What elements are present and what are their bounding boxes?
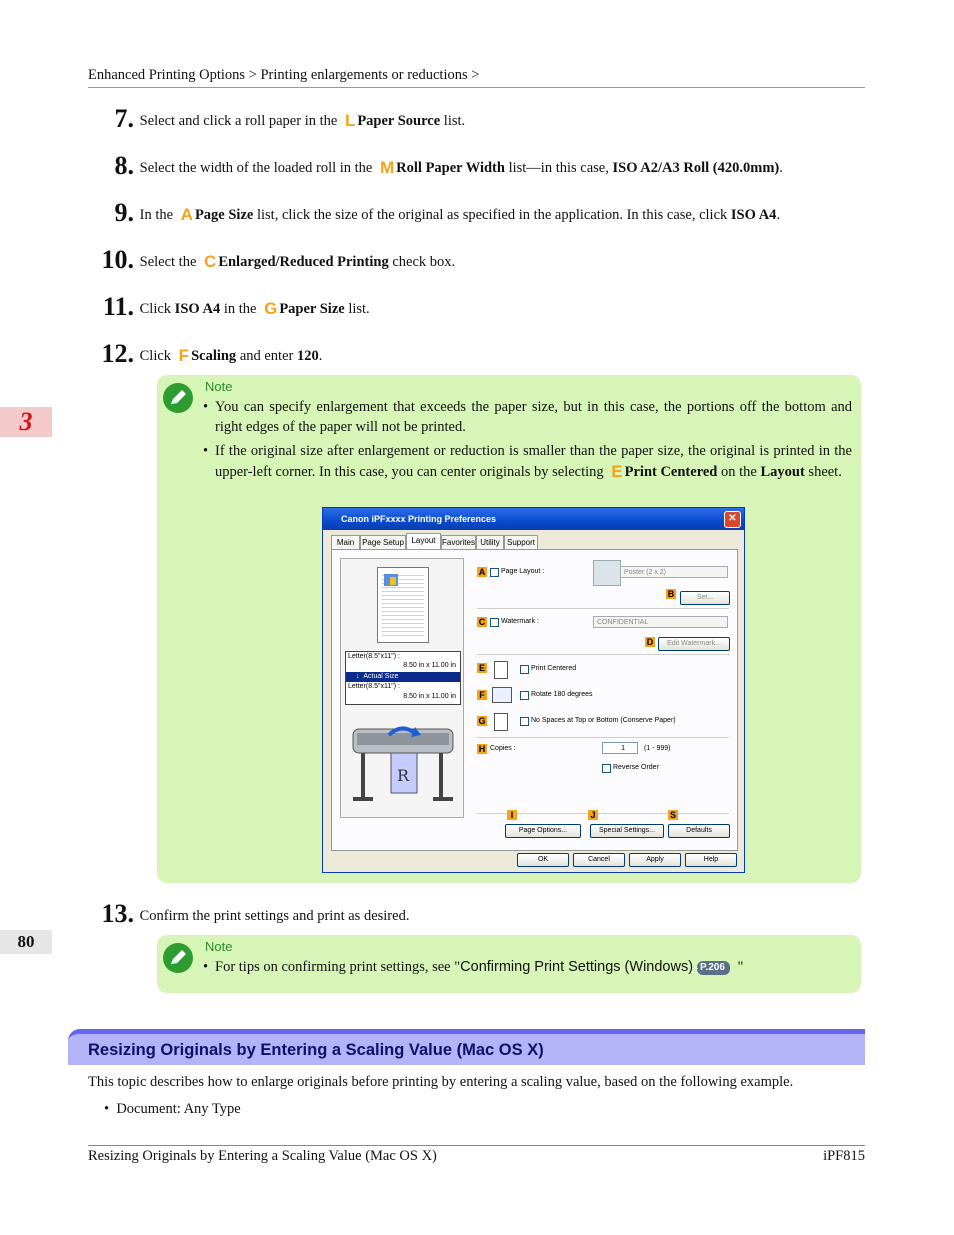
marker-h: H — [478, 744, 486, 754]
key-marker: G — [264, 299, 278, 318]
copies-label: Copies : — [490, 745, 516, 752]
key-marker: E — [611, 461, 623, 481]
no-spaces-label: No Spaces at Top or Bottom (Conserve Paper) — [531, 717, 676, 724]
edit-watermark-button[interactable]: Edit Watermark... — [658, 637, 730, 651]
watermark-select[interactable]: CONFIDENTIAL — [593, 616, 728, 628]
note-box — [157, 935, 861, 993]
footer — [88, 1145, 865, 1165]
note-item: • You can specify enlargement that exceeds the paper size, but in this case, the portions off the bottom and right edges of the paper will not be printed. — [203, 398, 852, 437]
defaults-button[interactable]: Defaults — [668, 824, 730, 838]
step-13: 13. Confirm the print settings and print as desired. — [88, 899, 409, 929]
no-spaces-checkbox[interactable] — [520, 717, 529, 726]
separator — [477, 608, 729, 609]
key-marker: A — [180, 205, 193, 224]
footer-model: iPF815 — [823, 1148, 865, 1164]
note-label: Note — [205, 939, 233, 954]
key-marker: C — [204, 252, 217, 271]
marker-d: D — [646, 637, 654, 647]
ok-button[interactable]: OK — [517, 853, 569, 867]
marker-i: I — [507, 810, 517, 820]
page-layout-checkbox[interactable] — [490, 568, 499, 577]
marker-b: B — [667, 589, 675, 599]
chapter-tab: 3 — [0, 407, 52, 437]
page-reference-badge[interactable]: →P.206 — [697, 961, 730, 975]
print-centered-checkbox[interactable] — [520, 665, 529, 674]
step-number: 8. — [114, 151, 134, 180]
rotate-180-checkbox[interactable] — [520, 691, 529, 700]
printing-preferences-dialog — [322, 507, 745, 873]
step-10: 10. Select the C Enlarged/Reduced Printing check box. — [88, 245, 455, 275]
separator — [477, 654, 729, 655]
note-item: • If the original size after enlargement or reduction is smaller than the paper size, the original is printed in the upper-left corner. In this case, you can center originals by selecting E Print Centered on the Layout sheet. — [203, 442, 852, 482]
step-number: 7. — [114, 104, 134, 133]
copies-range: (1 - 999) — [644, 745, 671, 752]
marker-f: F — [477, 690, 487, 700]
step-number: 12. — [101, 339, 134, 368]
step-number: 11. — [102, 292, 134, 321]
page-options-button[interactable]: Page Options... — [505, 824, 581, 838]
dialog-titlebar — [323, 508, 744, 530]
watermark-checkbox[interactable] — [490, 618, 499, 627]
step-9: 9. In the A Page Size list, click the size of the original as specified in the application. In this case, click ISO A4. — [88, 198, 780, 228]
key-marker: F — [178, 346, 190, 365]
marker-g: G — [478, 716, 486, 726]
print-centered-icon — [494, 661, 508, 679]
page-layout-label: Page Layout : — [501, 568, 545, 575]
section-title: Resizing Originals by Entering a Scaling Value (Mac OS X) — [88, 1041, 544, 1059]
tab-page-setup[interactable]: Page Setup — [360, 535, 406, 549]
key-marker: M — [380, 158, 395, 177]
close-button[interactable]: ✕ — [724, 511, 741, 528]
tab-favorites[interactable]: Favorites — [441, 535, 476, 549]
apply-button[interactable]: Apply — [629, 853, 681, 867]
page-preview-image — [377, 567, 429, 643]
step-11: 11. Click ISO A4 in the G Paper Size list. — [88, 292, 370, 322]
rotate-180-label: Rotate 180 degrees — [531, 691, 593, 698]
page-number: 80 — [0, 930, 52, 954]
tab-utility[interactable]: Utility — [476, 535, 504, 549]
copies-stepper[interactable]: 1 — [602, 742, 638, 754]
marker-a: A — [478, 567, 486, 577]
preview-panel — [340, 558, 464, 818]
intro-paragraph: This topic describes how to enlarge originals before printing by entering a scaling value, based on the following example. — [88, 1074, 794, 1090]
tab-layout[interactable]: Layout — [406, 533, 441, 550]
tab-main[interactable]: Main — [331, 535, 360, 549]
separator — [477, 737, 729, 738]
step-12: 12. Click F Scaling and enter 120. — [88, 339, 322, 369]
watermark-label: Watermark : — [501, 618, 539, 625]
footer-title: Resizing Originals by Entering a Scaling Value (Mac OS X) — [88, 1148, 437, 1164]
poster-layout-icon — [593, 560, 621, 586]
pencil-icon — [163, 383, 193, 413]
cancel-button[interactable]: Cancel — [573, 853, 625, 867]
rotate-icon — [492, 687, 512, 703]
section-heading-bar — [68, 1029, 865, 1065]
note-label: Note — [205, 379, 233, 394]
size-info-box: Letter(8.5"x11") : 8.50 in x 11.00 in ↓ Actual Size Letter(8.5"x11") : 8.50 in x 11.00 in — [345, 651, 461, 705]
no-spaces-icon — [494, 713, 508, 731]
dialog-title: Canon iPFxxxx Printing Preferences — [341, 514, 497, 524]
page-layout-select[interactable]: Poster (2 x 2) — [620, 566, 728, 578]
help-button[interactable]: Help — [685, 853, 737, 867]
layout-pane — [331, 549, 738, 851]
cross-reference-link[interactable]: Confirming Print Settings (Windows) — [460, 959, 694, 975]
note-item: • For tips on confirming print settings, see "Confirming Print Settings (Windows)→P.206 " — [203, 958, 852, 978]
special-settings-button[interactable]: Special Settings... — [590, 824, 664, 838]
tab-support[interactable]: Support — [504, 535, 538, 549]
breadcrumb: Enhanced Printing Options > Printing enlargements or reductions > — [88, 67, 865, 88]
reverse-order-label: Reverse Order — [613, 764, 659, 771]
print-centered-label: Print Centered — [531, 665, 577, 672]
printer-illustration — [349, 709, 457, 809]
marker-e: E — [478, 663, 485, 673]
reverse-order-checkbox[interactable] — [602, 764, 611, 773]
step-number: 9. — [114, 198, 134, 227]
step-8: 8. Select the width of the loaded roll in the M Roll Paper Width list—in this case, ISO A2/A3 Roll (420.0mm). — [88, 151, 783, 181]
step-number: 10. — [101, 245, 134, 274]
marker-c: C — [478, 617, 486, 627]
marker-j: J — [588, 810, 598, 820]
bullet-item: • Document: Any Type — [104, 1101, 241, 1117]
set-button[interactable]: Set... — [680, 591, 730, 605]
step-number: 13. — [101, 899, 134, 928]
key-marker: L — [344, 111, 356, 130]
pencil-icon — [163, 943, 193, 973]
scaling-mode-label: ↓ Actual Size — [346, 672, 460, 682]
step-7: 7. Select and click a roll paper in the L Paper Source list. — [88, 104, 465, 134]
svg-text:R: R — [397, 766, 410, 785]
marker-s: S — [669, 810, 676, 820]
